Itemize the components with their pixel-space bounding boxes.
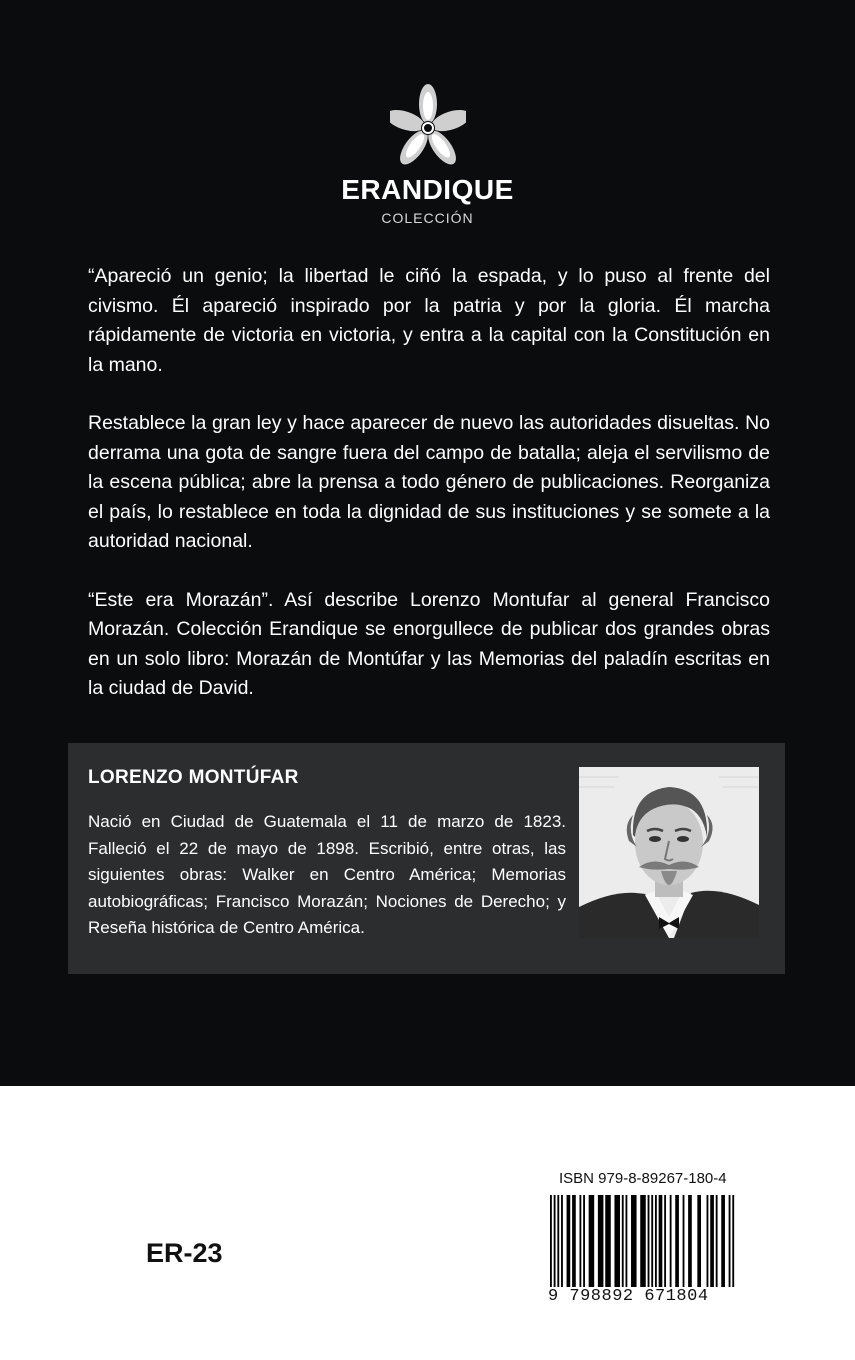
barcode-bar bbox=[716, 1195, 718, 1287]
barcode-bar bbox=[622, 1195, 624, 1287]
barcode-bar bbox=[732, 1195, 734, 1287]
author-name: LORENZO MONTÚFAR bbox=[88, 767, 299, 788]
barcode-bar bbox=[688, 1195, 692, 1287]
author-box bbox=[68, 743, 785, 974]
barcode-bar bbox=[572, 1195, 576, 1287]
barcode-bar bbox=[707, 1195, 709, 1287]
barcode-bar bbox=[664, 1195, 666, 1287]
portrait-engraving bbox=[579, 767, 759, 938]
blurb-paragraph: “Apareció un genio; la libertad le ciñó la espada, y lo puso al frente del civismo. Él apareció inspirado por la patria y por la gloria. Él marcha rápidamente de victoria en victoria, y entra a la capital con la Constitución en la mano. bbox=[88, 265, 770, 376]
blurb-paragraph: Restablece la gran ley y hace aparecer de nuevo las autoridades disueltas. No derrama una gota de sangre fuera del campo de batalla; aleja el servilismo de la escena pública; abre la prensa a todo género de publicaciones. Reorganiza el país, lo restablece en toda la dignidad de sus instituciones y se somete a la autoridad nacional. bbox=[88, 412, 770, 552]
barcode-bar bbox=[683, 1195, 685, 1287]
blurb-paragraph: “Este era Morazán”. Así describe Lorenzo Montufar al general Francisco Morazán. Colección Erandique se enorgullece de publicar dos grandes obras en un solo libro: Morazán de Montúfar y las Memorias del paladín escritas en la ciudad de David. bbox=[88, 588, 770, 699]
barcode-bar bbox=[626, 1195, 628, 1287]
author-portrait bbox=[579, 767, 759, 938]
flower-icon bbox=[390, 84, 466, 168]
barcode-bar bbox=[710, 1195, 714, 1287]
barcode-bar bbox=[655, 1195, 657, 1287]
barcode-bar bbox=[614, 1195, 620, 1287]
barcode-bar bbox=[550, 1195, 552, 1287]
barcode-bar bbox=[670, 1195, 672, 1287]
barcode-bar bbox=[557, 1195, 559, 1287]
author-bio: Nació en Ciudad de Guatemala el 11 de marzo de 1823. Falleció el 22 de mayo de 1898. Escribió, entre otras, las siguientes obras: Walker en Centro América; Memorias autobiográficas; Francisco Morazán; Nociones de Derecho; y Reseña histórica de Centro América. bbox=[88, 812, 566, 937]
barcode-bar bbox=[659, 1195, 663, 1287]
brand-subtitle: COLECCIÓN bbox=[381, 210, 474, 226]
barcode-bar bbox=[721, 1195, 725, 1287]
barcode-digits: 9 798892 671804 bbox=[548, 1287, 709, 1306]
series-code: ER-23 bbox=[146, 1238, 223, 1268]
isbn-label: ISBN 979-8-89267-180-4 bbox=[559, 1170, 727, 1187]
barcode-bar bbox=[697, 1195, 701, 1287]
brand-logo bbox=[0, 84, 855, 226]
barcode-bar bbox=[675, 1195, 679, 1287]
barcode-bar bbox=[598, 1195, 604, 1287]
barcode-bar bbox=[640, 1195, 646, 1287]
brand-name: ERANDIQUE bbox=[341, 174, 514, 205]
barcode-bar bbox=[567, 1195, 571, 1287]
barcode-bar bbox=[583, 1195, 585, 1287]
barcode-bar bbox=[561, 1195, 563, 1287]
barcode-bar bbox=[729, 1195, 731, 1287]
barcode-bar bbox=[631, 1195, 637, 1287]
barcode-bar bbox=[554, 1195, 556, 1287]
barcode-bar bbox=[605, 1195, 611, 1287]
barcode-bar bbox=[579, 1195, 581, 1287]
isbn-barcode bbox=[548, 1195, 738, 1287]
barcode-bar bbox=[589, 1195, 595, 1287]
barcode-bar bbox=[648, 1195, 650, 1287]
back-cover-blurb bbox=[88, 262, 770, 733]
barcode-bar bbox=[651, 1195, 653, 1287]
